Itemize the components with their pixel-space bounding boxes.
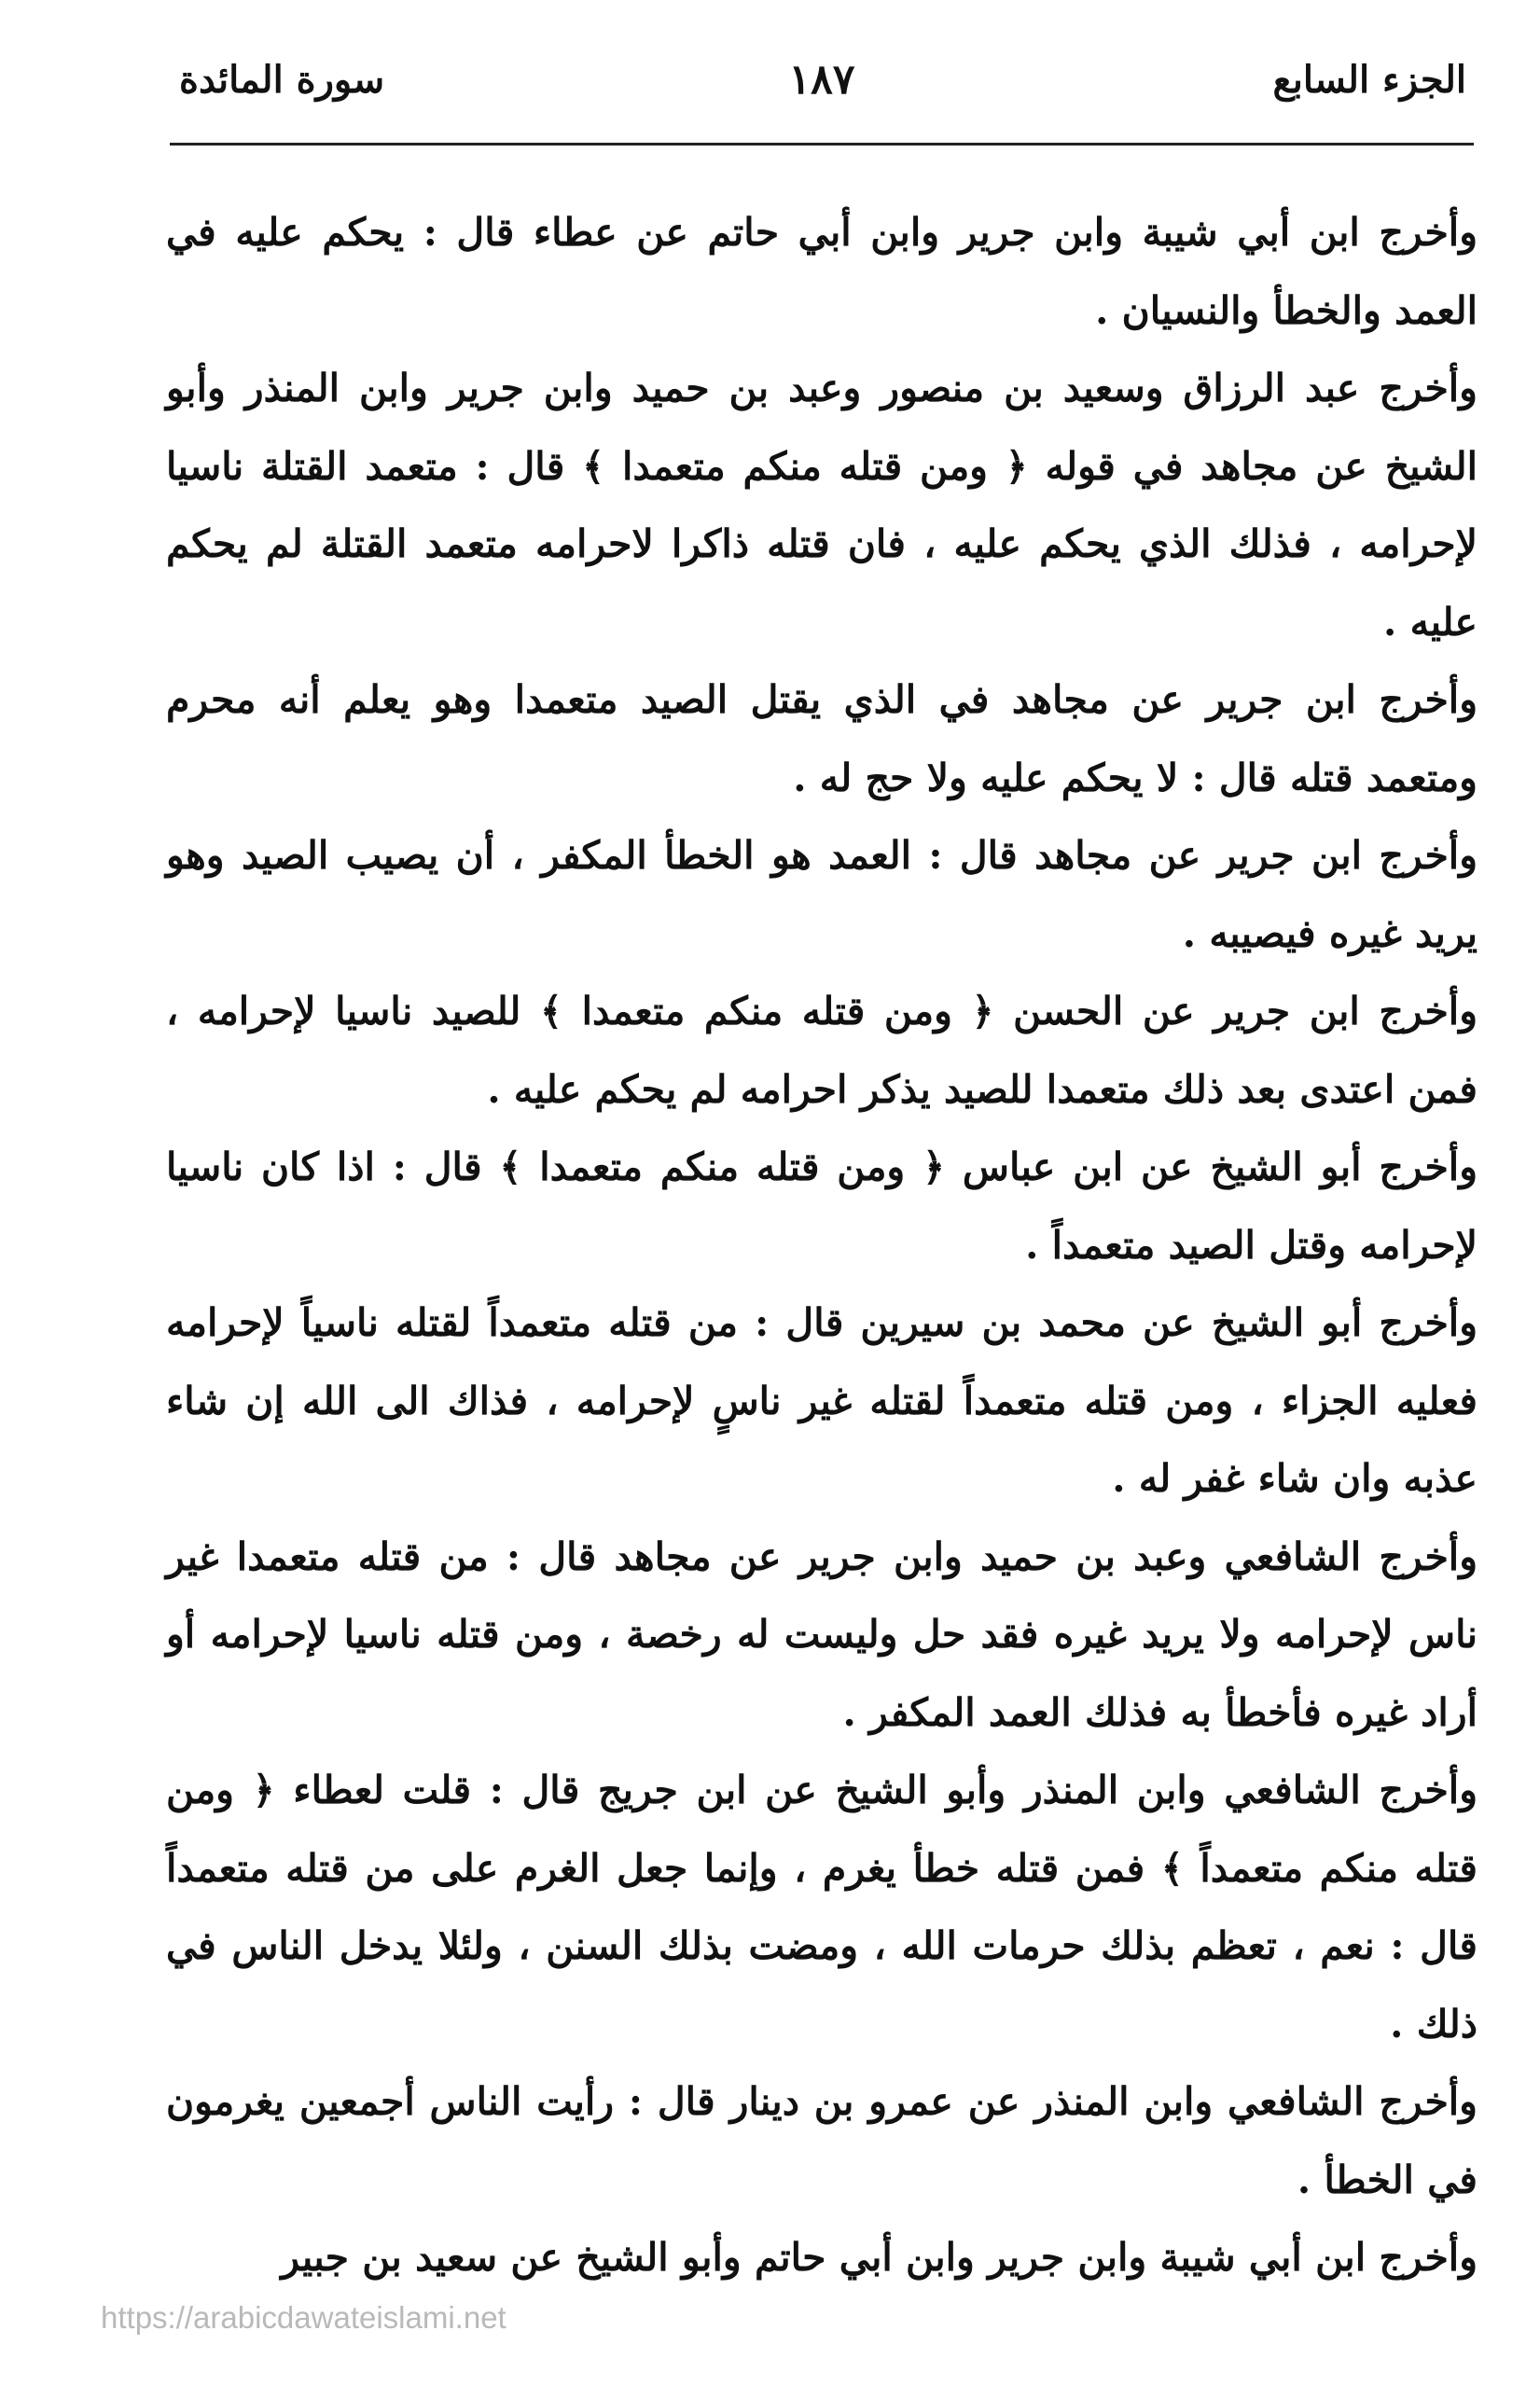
paragraph-4: وأخرج ابن جرير عن مجاهد قال : العمد هو الخطأ المكفر ، أن يصيب الصيد وهو يريد غيره فيصيبه . xyxy=(166,833,1478,956)
watermark-url: https://arabicdawateislami.net xyxy=(101,2300,506,2335)
page-number: ١٨٧ xyxy=(788,56,855,104)
part-label: الجزء السابع xyxy=(1272,58,1466,102)
paragraph-10: وأخرج الشافعي وابن المنذر عن عمرو بن دينار قال : رأيت الناس أجمعين يغرمون في الخطأ . xyxy=(166,2079,1478,2202)
page-body xyxy=(166,194,1478,2297)
paragraph-2: وأخرج عبد الرزاق وسعيد بن منصور وعبد بن حميد وابن جرير وابن المنذر وأبو الشيخ عن مجاهد في قوله ﴿ ومن قتله منكم متعمدا ﴾ قال : متعمد القتلة ناسيا لإحرامه ، فذلك الذي يحكم عليه ، فان قتله ذاكرا لاحرامه متعمد القتلة لم يحكم عليه . xyxy=(166,366,1478,645)
surah-label: سورة المائدة xyxy=(179,58,385,102)
paragraph-6: وأخرج أبو الشيخ عن ابن عباس ﴿ ومن قتله منكم متعمدا ﴾ قال : اذا كان ناسيا لإحرامه وقتل الصيد متعمداً . xyxy=(166,1144,1478,1268)
paragraph-11: وأخرج ابن أبي شيبة وابن جرير وابن أبي حاتم وأبو الشيخ عن سعيد بن جبير xyxy=(281,2235,1478,2280)
paragraph-3: وأخرج ابن جرير عن مجاهد في الذي يقتل الصيد متعمدا وهو يعلم أنه محرم ومتعمد قتله قال : لا يحكم عليه ولا حج له . xyxy=(166,677,1478,800)
paragraph-1: وأخرج ابن أبي شيبة وابن جرير وابن أبي حاتم عن عطاء قال : يحكم عليه في العمد والخطأ والنسيان . xyxy=(166,210,1478,333)
page-header xyxy=(168,49,1476,123)
header-divider xyxy=(170,143,1474,146)
paragraph-7: وأخرج أبو الشيخ عن محمد بن سيرين قال : من قتله متعمداً لقتله ناسياً لإحرامه فعليه الجزاء ، ومن قتله متعمداً لقتله غير ناسٍ لإحرامه ، فذاك الى الله إن شاء عذبه وان شاء غفر له . xyxy=(166,1300,1478,1501)
paragraph-5: وأخرج ابن جرير عن الحسن ﴿ ومن قتله منكم متعمدا ﴾ للصيد ناسيا لإحرامه ، فمن اعتدى بعد ذلك متعمدا للصيد يذكر احرامه لم يحكم عليه . xyxy=(166,989,1478,1112)
paragraph-9: وأخرج الشافعي وابن المنذر وأبو الشيخ عن ابن جريج قال : قلت لعطاء ﴿ ومن قتله منكم متعمداً ﴾ فمن قتله خطأ يغرم ، وإنما جعل الغرم على من قتله متعمداً قال : نعم ، تعظم بذلك حرمات الله ، ومضت بذلك السنن ، ولئلا يدخل الناس في ذلك . xyxy=(166,1768,1478,2046)
paragraph-8: وأخرج الشافعي وعبد بن حميد وابن جرير عن مجاهد قال : من قتله متعمدا غير ناس لإحرامه ولا يريد غيره فقد حل وليست له رخصة ، ومن قتله ناسيا لإحرامه أو أراد غيره فأخطأ به فذلك العمد المكفر . xyxy=(166,1533,1478,1735)
